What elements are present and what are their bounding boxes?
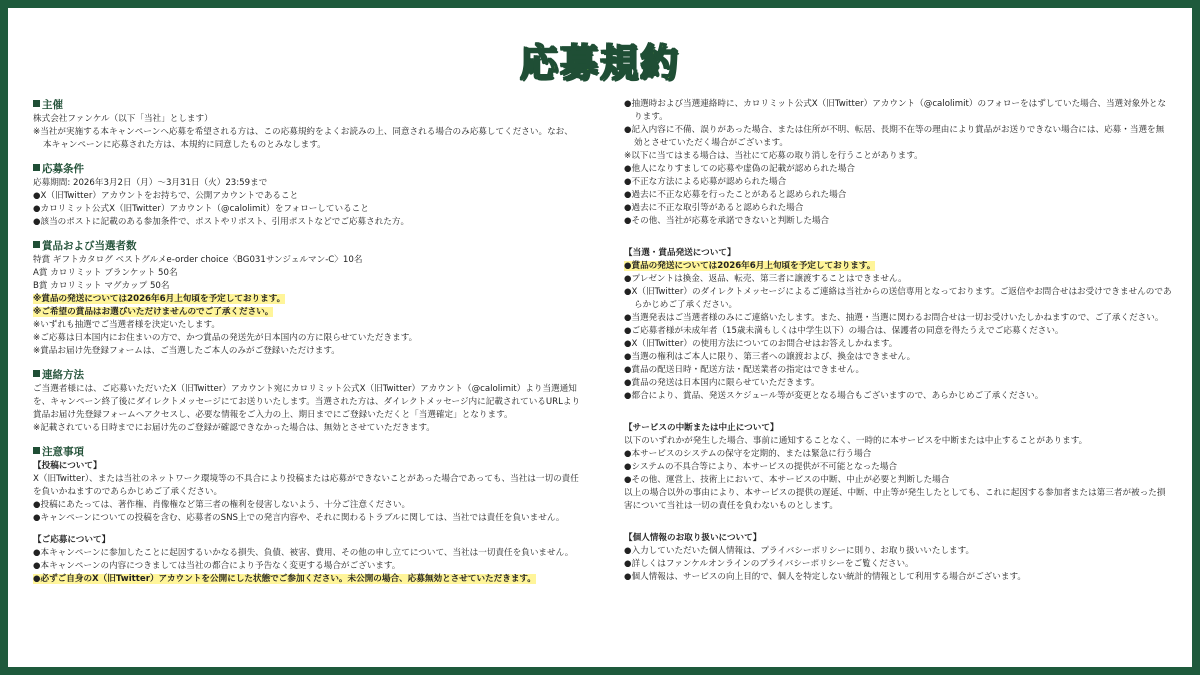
prizes-note: ※ご応募は日本国内にお住まいの方で、かつ賞品の発送先が日本国内の方に限らせていただきます。: [33, 333, 418, 343]
service-item: ●本サービスのシステムの保守を定期的、または緊急に行う場合: [624, 449, 872, 459]
prizes-choice-highlight: ※ご希望の賞品はお選びいただけませんのでご了承ください。: [33, 307, 274, 317]
service-section: [624, 422, 1172, 513]
conditions-heading: [33, 162, 581, 177]
conditions-item: ●X（旧Twitter）アカウントをお持ちで、公開アカウントであること: [33, 191, 299, 201]
cancel-item: ●過去に不正な応募を行ったことがあると認められた場合: [624, 190, 847, 200]
posting-item: ●投稿にあたっては、著作権、肖像権など第三者の権利を侵害しないよう、十分ご注意ください。: [33, 500, 411, 510]
contact-note: ※記載されている日時までにお届け先のご登録が確認できなかった場合は、無効とさせていただきます。: [33, 423, 435, 433]
shipping-section: [624, 247, 1172, 403]
heading-text: 連絡方法: [42, 369, 84, 381]
heading-square-icon: [33, 164, 40, 171]
service-item: ●システムの不具合等により、本サービスの提供が不可能となった場合: [624, 462, 898, 472]
privacy-item: ●入力していただいた個人情報は、プライバシーポリシーに則り、お取り扱いいたします。: [624, 546, 975, 556]
heading-square-icon: [33, 447, 40, 454]
prizes-shipping-highlight: ※賞品の発送については2026年6月上旬頃を予定しております。: [33, 294, 286, 304]
cancel-item: ●不正な方法による応募が認められた場合: [624, 177, 787, 187]
posting-text: X（旧Twitter）、または当社のネットワーク環境等の不具合により投稿または応募ができないことがあった場合であっても、当社は一切の責任を負いかねますのであらかじめご了承ください。: [33, 474, 579, 497]
shipping-item: ●都合により、賞品、発送スケジュール等が変更となる場合もございますので、あらかじめご了承ください。: [624, 391, 1044, 401]
service-intro: 以下のいずれかが発生した場合、事前に通知することなく、一時的に本サービスを中断または中止することがあります。: [624, 436, 1088, 446]
heading-text: 主催: [42, 99, 63, 111]
prize-special: 特賞 ギフトカタログ ベストグルメe-order choice〈BG031サンジェルマン-C〉10名: [33, 255, 363, 265]
contact-text: ご当選者様には、ご応募いただいたX（旧Twitter）アカウント宛にカロリミット公式X（旧Twitter）アカウント（@calolimit）より当選通知を、キャンペーン終了後にダイレクトメッセージにてお送りいたします。当選された方は、ダイレクトメッセージ内に記載されているURLより賞品お届け先登録フォームへアクセスし、必要な情報をご入力の上、期日までにご登録いただくと「当選確定」となります。: [33, 384, 581, 420]
prizes-heading: [33, 239, 581, 254]
notices-section: [33, 445, 581, 586]
prize-a: A賞 カロリミット ブランケット 50名: [33, 268, 178, 278]
heading-square-icon: [33, 370, 40, 377]
privacy-item: ●詳しくはファンケルオンラインのプライバシーポリシーをご覧ください。: [624, 559, 914, 569]
shipping-highlight: ●賞品の発送については2026年6月上旬頃を予定しております。: [624, 261, 876, 271]
prizes-note: ※賞品お届け先登録フォームは、ご当選したご本人のみがご登録いただけます。: [33, 346, 340, 356]
posting-subheading: 【投稿について】: [33, 461, 102, 471]
prizes-note: ※いずれも抽選でご当選者様を決定いたします。: [33, 320, 220, 330]
contact-heading: [33, 368, 581, 383]
prize-b: B賞 カロリミット マグカップ 50名: [33, 281, 170, 291]
organizer-heading: [33, 98, 581, 113]
disqualification-section: [624, 98, 1172, 228]
shipping-item: ●プレゼントは換金、返品、転売、第三者に譲渡することはできません。: [624, 274, 907, 284]
shipping-subheading: 【当選・賞品発送について】: [624, 248, 736, 258]
organizer-section: [33, 98, 581, 152]
applying-item: ●本キャンペーンの内容につきましては当社の都合により予告なく変更する場合がございます。: [33, 561, 401, 571]
privacy-item: ●個人情報は、サービスの向上目的で、個人を特定しない統計的情報として利用する場合がございます。: [624, 572, 1026, 582]
shipping-item: ●当選発表はご当選者様のみにご連絡いたします。また、抽選・当選に関わるお問合せは一切お受けいたしかねますので、ご了承ください。: [624, 313, 1164, 323]
left-column: [33, 98, 581, 596]
disqualification-item: ●記入内容に不備、誤りがあった場合、または住所が不明、転居、長期不在等の理由により賞品がお送りできない場合には、応募・当選を無効とさせていただく場合がございます。: [624, 125, 1165, 148]
cancel-item: ●その他、当社が応募を承諾できないと判断した場合: [624, 216, 830, 226]
conditions-section: [33, 162, 581, 229]
heading-text: 応募条件: [42, 163, 84, 175]
organizer-line: 株式会社ファンケル（以下「当社」とします）: [33, 114, 213, 124]
disqualification-item: ●抽選時および当選連絡時に、カロリミット公式X（旧Twitter）アカウント（@calolimit）のフォローをはずしていた場合、当選対象外となります。: [624, 99, 1167, 122]
terms-page: [8, 8, 1192, 667]
prizes-section: [33, 239, 581, 358]
conditions-period: 応募期間: 2026年3月2日（月）～3月31日（火）23:59まで: [33, 178, 268, 188]
conditions-item: ●該当のポストに記載のある参加条件で、ポストやリポスト、引用ポストなどでご応募された方。: [33, 217, 410, 227]
page-title: 応募規約: [519, 41, 680, 85]
organizer-note: ※当社が実施する本キャンペーンへ応募を希望される方は、この応募規約をよくお読みの上、同意される場合のみ応募してください。なお、本キャンペーンに応募された方は、本規約に同意したものとみなします。: [33, 127, 573, 150]
shipping-item: ●賞品の配送日時・配送方法・配送業者の指定はできません。: [624, 365, 865, 375]
conditions-item: ●カロリミット公式X（旧Twitter）アカウント（@calolimit）をフォローしていること: [33, 204, 369, 214]
service-item: ●その他、運営上、技術上において、本サービスの中断、中止が必要と判断した場合: [624, 475, 950, 485]
applying-public-highlight: ●必ずご自身のX（旧Twitter）アカウントを公開にした状態でご参加ください。未公開の場合、応募無効とさせていただきます。: [33, 574, 536, 584]
service-outro: 以上の場合以外の事由により、本サービスの提供の遅延、中断、中止等が発生したとしても、これに起因する参加者または第三者が被った損害について当社は一切の責任を負わないものとします。: [624, 488, 1166, 511]
cancel-note: ※以下に当てはまる場合は、当社にて応募の取り消しを行うことがあります。: [624, 151, 923, 161]
privacy-section: [624, 532, 1172, 584]
applying-item: ●本キャンペーンに参加したことに起因するいかなる損失、負債、被害、費用、その他の申し立てについて、当社は一切責任を負いません。: [33, 548, 574, 558]
shipping-item: ●賞品の発送は日本国内に限らせていただきます。: [624, 378, 820, 388]
service-subheading: 【サービスの中断または中止について】: [624, 423, 779, 433]
heading-square-icon: [33, 241, 40, 248]
shipping-item: ●X（旧Twitter）の使用方法についてのお問合せはお答えしかねます。: [624, 339, 898, 349]
contact-section: [33, 368, 581, 435]
cancel-item: ●他人になりすましての応募や虚偽の記載が認められた場合: [624, 164, 855, 174]
posting-item: ●キャンペーンについての投稿を含む、応募者のSNS上での発言内容や、それに関わるトラブルに関しては、当社では責任を負いません。: [33, 513, 565, 523]
heading-square-icon: [33, 100, 40, 107]
applying-subheading: 【ご応募について】: [33, 535, 111, 545]
cancel-item: ●過去に不正な取引等があると認められた場合: [624, 203, 804, 213]
notices-heading: [33, 445, 581, 460]
right-column: [624, 98, 1172, 594]
privacy-subheading: 【個人情報のお取り扱いについて】: [624, 533, 762, 543]
shipping-item: ●ご応募者様が未成年者（15歳未満もしくは中学生以下）の場合は、保護者の同意を得たうえでご応募ください。: [624, 326, 1064, 336]
heading-text: 賞品および当選者数: [42, 240, 137, 252]
heading-text: 注意事項: [42, 446, 84, 458]
shipping-item: ●当選の権利はご本人に限り、第三者への譲渡および、換金はできません。: [624, 352, 916, 362]
shipping-item: ●X（旧Twitter）のダイレクトメッセージによるご連絡は当社からの送信専用となっております。ご返信やお問合せはお受けできませんのであらかじめご了承ください。: [624, 287, 1172, 310]
